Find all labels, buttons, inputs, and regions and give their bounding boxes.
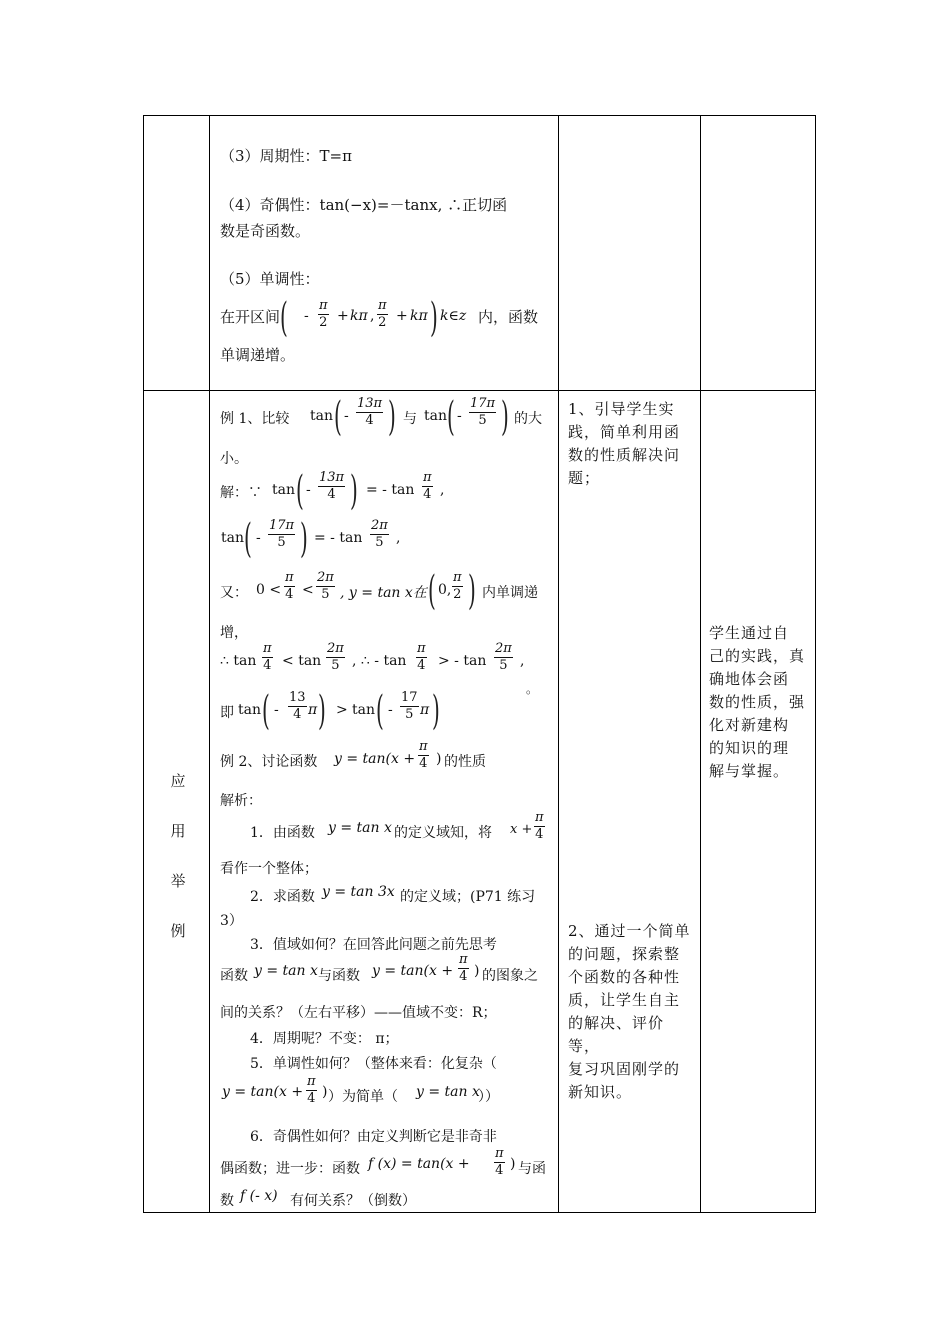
k-pi-b: kπ — [410, 308, 428, 324]
col3-note2-line: 质，让学生自主 — [568, 991, 681, 1009]
pi-b: π — [420, 702, 430, 718]
close-paren-c: ) — [322, 1084, 328, 1100]
frac-13pi-4-b: 13π 4 — [319, 470, 345, 502]
label-char-3: 举 — [170, 872, 186, 890]
paren-e-r: ) — [468, 568, 476, 614]
minus-a: - — [344, 408, 349, 424]
col4-note — [709, 622, 809, 783]
s1-x-plus: x + — [510, 822, 533, 837]
frac-13-4: 13 4 — [289, 690, 306, 722]
gt-minus-tan: > - tan — [438, 653, 487, 669]
s3-end: 间的关系？（左右平移）——值域不变：R； — [220, 1005, 497, 1021]
parity-text-1: （4）奇偶性：tan(−x)=－tanx, ∴正切函 — [220, 196, 508, 214]
paren-e-l: ( — [428, 568, 436, 614]
col3-note1-line: 践，简单利用函 — [568, 423, 681, 441]
analysis-label: 解析： — [220, 793, 262, 809]
also-prefix: 又： — [220, 585, 248, 601]
example2-suffix: 的性质 — [444, 754, 486, 770]
s5-end: ）） — [478, 1089, 499, 1105]
comma-e: , — [520, 653, 525, 669]
lt-a: < — [302, 582, 314, 598]
s3-mid: 与函数 — [318, 968, 360, 984]
s1-prefix: 1．由函数 — [250, 825, 315, 841]
frac-pi-4-d: π 4 — [417, 641, 426, 673]
monotonic-end: 单调递增。 — [220, 346, 296, 364]
s5-func-b: y = tan x — [416, 1084, 480, 1100]
fraction-pi-over-2-a: π 2 — [319, 298, 328, 330]
fraction-pi-over-2-b: π 2 — [378, 298, 387, 330]
lt-tan: < tan — [282, 653, 322, 669]
col4-note-line: 确地体会函 — [709, 670, 790, 688]
plus-sign-b: + — [396, 308, 408, 324]
s4: 4．周期呢？不变： π； — [250, 1031, 399, 1047]
col3-note2-line: 个函数的各种性 — [568, 968, 681, 986]
plus-sign-a: + — [337, 308, 349, 324]
frac-13pi-4: 13π 4 — [357, 396, 383, 428]
example1-prefix: 例 1、比较 — [220, 411, 290, 427]
s1-end: 看作一个整体； — [220, 861, 318, 877]
close-paren-b: ) — [474, 963, 480, 979]
k-in-z: k∈z — [440, 308, 467, 324]
s5-func-a: y = tan(x + — [222, 1084, 304, 1100]
col4-note-line: 化对新建构 — [709, 716, 790, 734]
therefore-b: , ∴ - tan — [352, 653, 407, 669]
parity-text-2: 数是奇函数。 — [220, 222, 311, 240]
col3-note2-line: 2、通过一个简单 — [568, 922, 691, 940]
paren-left: ( — [280, 295, 288, 341]
frac-pi-2-c: π 2 — [453, 570, 462, 602]
frac-pi-4-f: π 4 — [535, 810, 544, 842]
label-char-1: 应 — [170, 772, 186, 790]
example1-suffix: 的大 — [514, 411, 542, 427]
frac-pi-4-c: π 4 — [263, 641, 272, 673]
table-border-bottom — [143, 1212, 815, 1213]
example1-end: 小。 — [220, 451, 248, 467]
therefore-a: ∴ tan — [220, 653, 257, 669]
col4-note-line: 解与掌握。 — [709, 762, 790, 780]
paren-g-l: ( — [376, 688, 384, 734]
col4-note-line: 己的实践，真 — [709, 647, 806, 665]
minus-c: - — [306, 482, 311, 498]
s1-func: y = tan x — [328, 820, 392, 836]
col3-note2-line: 的问题，探索整 — [568, 945, 681, 963]
paren-b-r: ) — [501, 394, 509, 440]
table-row-divider — [143, 390, 815, 391]
frac-pi-4-g: π 4 — [459, 952, 468, 984]
s3-prefix: 函数 — [220, 968, 248, 984]
col3-note2-line: 复习巩固刚学的 — [568, 1060, 681, 1078]
eq-minus-tan-a: = - tan — [366, 482, 415, 498]
s6-line1: 6．奇偶性如何？由定义判断它是非奇非 — [250, 1129, 497, 1145]
gt-a: > — [336, 702, 348, 718]
minus-b: - — [457, 408, 462, 424]
table-divider-2 — [558, 115, 559, 1213]
frac-pi-4-b: π 4 — [285, 570, 294, 602]
s2-prefix: 2．求函数 — [250, 889, 315, 905]
paren-d-r: ) — [300, 516, 308, 562]
col3-note1-line: 题； — [568, 469, 601, 487]
comma-a: , — [370, 308, 375, 324]
s3-line1: 3．值域如何？在回答此问题之前先思考 — [250, 937, 497, 953]
zero-comma: 0, — [438, 582, 452, 598]
frac-2pi-5-d: 2π 5 — [495, 641, 512, 673]
col3-note2-line: 新知识。 — [568, 1083, 633, 1101]
y-eq-tanx-in: , y = tan x在 — [340, 585, 427, 601]
frac-17pi-5-b: 17π 5 — [269, 518, 295, 550]
label-char-2: 用 — [170, 822, 186, 840]
paren-f-r: ) — [318, 688, 326, 734]
label-char-4: 例 — [170, 922, 186, 940]
s6-suffix: 与函 — [518, 1161, 546, 1177]
close-paren-d: ) — [510, 1156, 516, 1172]
periodicity-text: （3）周期性：T=π — [220, 147, 352, 165]
frac-2pi-5-b: 2π 5 — [317, 570, 334, 602]
s6-prefix: 偶函数；进一步：函数 — [220, 1161, 360, 1177]
minus-f: - — [388, 702, 393, 718]
paren-g-r: ) — [432, 688, 440, 734]
col3-note1-line: 数的性质解决问 — [568, 446, 681, 464]
s1-mid: 的定义域知，将 — [394, 825, 492, 841]
frac-17pi-5: 17π 5 — [470, 396, 496, 428]
period-mark: 。 — [526, 682, 539, 696]
paren-right: ) — [430, 295, 438, 341]
example2-func: y = tan(x + — [334, 751, 416, 767]
paren-a-l: ( — [334, 394, 342, 440]
pi-a: π — [308, 702, 318, 718]
tan-d: tan — [221, 530, 244, 546]
table-divider-3 — [700, 115, 701, 1213]
s2-end: 3） — [220, 913, 243, 929]
also-suffix: 内单调递 — [482, 585, 538, 601]
col3-note2 — [568, 920, 694, 1104]
s2-func: y = tan 3x — [322, 884, 395, 900]
tan-f: tan — [352, 702, 375, 718]
table-border-right — [815, 115, 816, 1213]
frac-pi-4-e: π 4 — [419, 739, 428, 771]
s2-suffix: 的定义域；(P71 练习 — [400, 889, 536, 905]
frac-2pi-5-a: 2π 5 — [371, 518, 388, 550]
ie-prefix: 即 — [220, 705, 234, 721]
minus-d: - — [256, 530, 261, 546]
comma-c: , — [440, 482, 445, 498]
monotonic-title: （5）单调性： — [220, 270, 320, 288]
s6-end-suffix: 有何关系？（倒数） — [290, 1193, 416, 1209]
col4-note-line: 学生通过自 — [709, 624, 790, 642]
s3-func-a: y = tan x — [254, 963, 318, 979]
table-border-left — [143, 115, 144, 1213]
tan-b: tan — [424, 408, 447, 424]
col3-note1 — [568, 398, 694, 490]
example1-mid: 与 — [403, 411, 417, 427]
s6-func: f (x) = tan(x + — [368, 1156, 470, 1172]
col3-note2-line: 的解决、评价等， — [568, 1014, 665, 1055]
paren-f-l: ( — [262, 688, 270, 734]
close-paren-a: ) — [436, 751, 442, 767]
paren-b-l: ( — [447, 394, 455, 440]
s6-f-minus-x: f (- x) — [240, 1188, 278, 1204]
eq-minus-tan-b: = - tan — [314, 530, 363, 546]
table-divider-1 — [209, 115, 210, 1213]
s3-func-b: y = tan(x + — [372, 963, 454, 979]
minus-e: - — [274, 702, 279, 718]
tan-e: tan — [238, 702, 261, 718]
s5-mid: ）为简单（ — [328, 1089, 398, 1105]
inc-text: 增， — [220, 625, 248, 641]
col4-note-line: 的知识的理 — [709, 739, 790, 757]
table-border-top — [143, 115, 815, 116]
s5-line1: 5．单调性如何？（整体来看：化复杂（ — [250, 1056, 497, 1072]
paren-d-l: ( — [244, 516, 252, 562]
comma-d: , — [396, 530, 401, 546]
frac-17-5: 17 5 — [401, 690, 418, 722]
paren-c-l: ( — [296, 468, 304, 514]
tan-a: tan — [310, 408, 333, 424]
s3-suffix: 的图象之 — [482, 968, 538, 984]
s6-end-prefix: 数 — [220, 1193, 234, 1209]
paren-c-r: ) — [350, 468, 358, 514]
frac-pi-4-a: π 4 — [423, 470, 432, 502]
example2-prefix: 例 2、讨论函数 — [220, 754, 318, 770]
col4-note-line: 数的性质，强 — [709, 693, 806, 711]
frac-pi-4-h: π 4 — [307, 1074, 316, 1106]
zero-lt: 0 < — [256, 582, 282, 598]
tan-c: tan — [272, 482, 295, 498]
monotonic-suffix: 内，函数 — [478, 308, 539, 326]
frac-pi-4-i: π 4 — [495, 1146, 504, 1178]
frac-2pi-5-c: 2π 5 — [327, 641, 344, 673]
minus-sign: - — [304, 308, 309, 324]
col3-note1-line: 1、引导学生实 — [568, 400, 675, 418]
paren-a-r: ) — [388, 394, 396, 440]
k-pi-a: kπ — [350, 308, 368, 324]
monotonic-prefix: 在开区间 — [220, 308, 281, 326]
solution-prefix: 解：∵ — [220, 485, 262, 501]
